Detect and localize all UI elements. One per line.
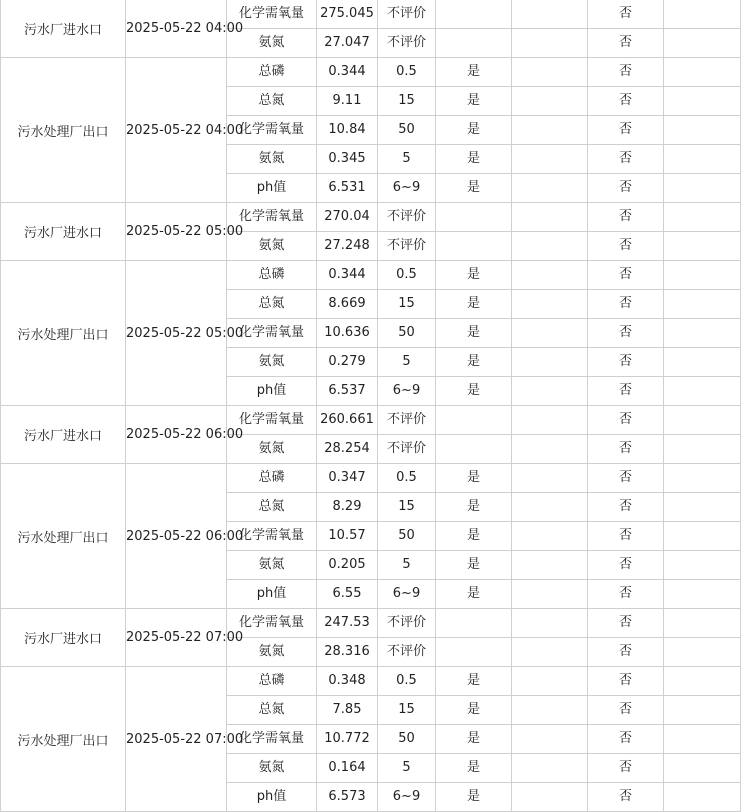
standard-limit-cell: 15 <box>378 493 436 522</box>
standard-limit-cell: 15 <box>378 696 436 725</box>
site-name-cell: 污水处理厂出口 <box>1 261 126 406</box>
empty-cell <box>512 493 588 522</box>
standard-limit-cell: 不评价 <box>378 638 436 667</box>
compliant-cell <box>436 435 512 464</box>
compliant-cell: 是 <box>436 377 512 406</box>
empty-cell <box>512 435 588 464</box>
empty-cell <box>664 493 741 522</box>
standard-limit-cell: 6~9 <box>378 377 436 406</box>
exceed-cell: 否 <box>588 435 664 464</box>
time-cell: 2025-05-22 04:00 <box>126 58 227 203</box>
measured-value-cell: 8.29 <box>317 493 378 522</box>
empty-cell <box>512 377 588 406</box>
empty-cell <box>664 464 741 493</box>
standard-limit-cell: 0.5 <box>378 58 436 87</box>
exceed-cell: 否 <box>588 522 664 551</box>
standard-limit-cell: 0.5 <box>378 667 436 696</box>
empty-cell <box>664 58 741 87</box>
empty-cell <box>512 203 588 232</box>
empty-cell <box>512 406 588 435</box>
standard-limit-cell: 6~9 <box>378 580 436 609</box>
empty-cell <box>664 551 741 580</box>
compliant-cell: 是 <box>436 725 512 754</box>
measured-value-cell: 260.661 <box>317 406 378 435</box>
time-cell: 2025-05-22 07:00 <box>126 667 227 812</box>
exceed-cell: 否 <box>588 87 664 116</box>
exceed-cell: 否 <box>588 145 664 174</box>
empty-cell <box>664 580 741 609</box>
measured-value-cell: 0.164 <box>317 754 378 783</box>
exceed-cell: 否 <box>588 116 664 145</box>
compliant-cell: 是 <box>436 174 512 203</box>
empty-cell <box>664 667 741 696</box>
compliant-cell: 是 <box>436 290 512 319</box>
pollutant-name-cell: 总氮 <box>227 493 317 522</box>
measured-value-cell: 0.279 <box>317 348 378 377</box>
empty-cell <box>512 348 588 377</box>
site-name-cell: 污水处理厂出口 <box>1 667 126 812</box>
empty-cell <box>512 464 588 493</box>
exceed-cell: 否 <box>588 174 664 203</box>
measured-value-cell: 27.047 <box>317 29 378 58</box>
standard-limit-cell: 不评价 <box>378 29 436 58</box>
measured-value-cell: 28.254 <box>317 435 378 464</box>
pollutant-name-cell: 总磷 <box>227 58 317 87</box>
site-name-cell: 污水厂进水口 <box>1 0 126 58</box>
compliant-cell: 是 <box>436 464 512 493</box>
measured-value-cell: 6.55 <box>317 580 378 609</box>
empty-cell <box>664 232 741 261</box>
site-name-cell: 污水厂进水口 <box>1 406 126 464</box>
empty-cell <box>664 29 741 58</box>
exceed-cell: 否 <box>588 232 664 261</box>
empty-cell <box>664 435 741 464</box>
exceed-cell: 否 <box>588 406 664 435</box>
empty-cell <box>512 783 588 812</box>
compliant-cell: 是 <box>436 696 512 725</box>
compliant-cell <box>436 232 512 261</box>
empty-cell <box>512 754 588 783</box>
empty-cell <box>664 377 741 406</box>
empty-cell <box>664 522 741 551</box>
time-cell: 2025-05-22 06:00 <box>126 406 227 464</box>
standard-limit-cell: 不评价 <box>378 609 436 638</box>
table-row <box>1 203 741 232</box>
empty-cell <box>664 0 741 29</box>
pollutant-name-cell: 化学需氧量 <box>227 203 317 232</box>
site-name-cell: 污水处理厂出口 <box>1 464 126 609</box>
pollutant-name-cell: 氨氮 <box>227 29 317 58</box>
empty-cell <box>512 290 588 319</box>
measured-value-cell: 28.316 <box>317 638 378 667</box>
empty-cell <box>664 203 741 232</box>
pollutant-name-cell: ph值 <box>227 377 317 406</box>
empty-cell <box>512 0 588 29</box>
compliant-cell: 是 <box>436 145 512 174</box>
empty-cell <box>664 174 741 203</box>
measured-value-cell: 0.348 <box>317 667 378 696</box>
standard-limit-cell: 不评价 <box>378 203 436 232</box>
time-cell: 2025-05-22 06:00 <box>126 464 227 609</box>
empty-cell <box>512 609 588 638</box>
empty-cell <box>664 261 741 290</box>
site-name-cell: 污水处理厂出口 <box>1 58 126 203</box>
empty-cell <box>664 319 741 348</box>
measured-value-cell: 6.573 <box>317 783 378 812</box>
empty-cell <box>664 290 741 319</box>
exceed-cell: 否 <box>588 667 664 696</box>
measured-value-cell: 0.344 <box>317 261 378 290</box>
compliant-cell: 是 <box>436 116 512 145</box>
empty-cell <box>512 638 588 667</box>
compliant-cell: 是 <box>436 580 512 609</box>
measured-value-cell: 0.347 <box>317 464 378 493</box>
empty-cell <box>664 348 741 377</box>
pollutant-name-cell: 总磷 <box>227 261 317 290</box>
time-cell: 2025-05-22 05:00 <box>126 203 227 261</box>
measured-value-cell: 7.85 <box>317 696 378 725</box>
measured-value-cell: 0.205 <box>317 551 378 580</box>
pollutant-name-cell: 化学需氧量 <box>227 319 317 348</box>
pollutant-name-cell: 氨氮 <box>227 638 317 667</box>
exceed-cell: 否 <box>588 377 664 406</box>
standard-limit-cell: 不评价 <box>378 232 436 261</box>
empty-cell <box>512 580 588 609</box>
measured-value-cell: 275.045 <box>317 0 378 29</box>
compliant-cell: 是 <box>436 261 512 290</box>
empty-cell <box>664 145 741 174</box>
compliant-cell: 是 <box>436 319 512 348</box>
measured-value-cell: 0.344 <box>317 58 378 87</box>
standard-limit-cell: 15 <box>378 290 436 319</box>
compliant-cell: 是 <box>436 58 512 87</box>
exceed-cell: 否 <box>588 580 664 609</box>
exceed-cell: 否 <box>588 58 664 87</box>
empty-cell <box>512 551 588 580</box>
empty-cell <box>664 87 741 116</box>
standard-limit-cell: 5 <box>378 348 436 377</box>
measured-value-cell: 247.53 <box>317 609 378 638</box>
empty-cell <box>664 725 741 754</box>
exceed-cell: 否 <box>588 493 664 522</box>
pollutant-name-cell: 总氮 <box>227 696 317 725</box>
exceed-cell: 否 <box>588 464 664 493</box>
measured-value-cell: 10.636 <box>317 319 378 348</box>
standard-limit-cell: 5 <box>378 145 436 174</box>
empty-cell <box>664 406 741 435</box>
exceed-cell: 否 <box>588 29 664 58</box>
standard-limit-cell: 50 <box>378 725 436 754</box>
table-row <box>1 58 741 87</box>
exceed-cell: 否 <box>588 754 664 783</box>
table-row <box>1 0 741 29</box>
exceed-cell: 否 <box>588 290 664 319</box>
standard-limit-cell: 不评价 <box>378 406 436 435</box>
table-row <box>1 406 741 435</box>
empty-cell <box>664 783 741 812</box>
empty-cell <box>512 87 588 116</box>
exceed-cell: 否 <box>588 783 664 812</box>
standard-limit-cell: 5 <box>378 551 436 580</box>
compliant-cell <box>436 609 512 638</box>
pollutant-name-cell: 化学需氧量 <box>227 609 317 638</box>
empty-cell <box>512 696 588 725</box>
empty-cell <box>512 145 588 174</box>
standard-limit-cell: 0.5 <box>378 464 436 493</box>
pollutant-name-cell: 化学需氧量 <box>227 406 317 435</box>
pollutant-name-cell: 化学需氧量 <box>227 0 317 29</box>
time-cell: 2025-05-22 07:00 <box>126 609 227 667</box>
pollutant-name-cell: 氨氮 <box>227 551 317 580</box>
table-body <box>1 0 741 812</box>
measured-value-cell: 8.669 <box>317 290 378 319</box>
time-cell: 2025-05-22 04:00 <box>126 0 227 58</box>
pollutant-name-cell: 总氮 <box>227 290 317 319</box>
exceed-cell: 否 <box>588 638 664 667</box>
pollutant-name-cell: 氨氮 <box>227 232 317 261</box>
compliant-cell <box>436 29 512 58</box>
time-cell: 2025-05-22 05:00 <box>126 261 227 406</box>
exceed-cell: 否 <box>588 696 664 725</box>
measured-value-cell: 9.11 <box>317 87 378 116</box>
empty-cell <box>512 667 588 696</box>
empty-cell <box>512 522 588 551</box>
empty-cell <box>664 754 741 783</box>
site-name-cell: 污水厂进水口 <box>1 609 126 667</box>
standard-limit-cell: 不评价 <box>378 0 436 29</box>
empty-cell <box>664 638 741 667</box>
measured-value-cell: 10.57 <box>317 522 378 551</box>
standard-limit-cell: 50 <box>378 319 436 348</box>
pollutant-name-cell: 总磷 <box>227 667 317 696</box>
empty-cell <box>664 116 741 145</box>
pollutant-name-cell: 总氮 <box>227 87 317 116</box>
exceed-cell: 否 <box>588 725 664 754</box>
table-row <box>1 464 741 493</box>
empty-cell <box>512 174 588 203</box>
compliant-cell <box>436 0 512 29</box>
empty-cell <box>512 58 588 87</box>
compliant-cell <box>436 638 512 667</box>
standard-limit-cell: 不评价 <box>378 435 436 464</box>
compliant-cell: 是 <box>436 667 512 696</box>
table-row <box>1 667 741 696</box>
exceed-cell: 否 <box>588 609 664 638</box>
standard-limit-cell: 50 <box>378 116 436 145</box>
pollutant-name-cell: 总磷 <box>227 464 317 493</box>
empty-cell <box>664 696 741 725</box>
empty-cell <box>512 232 588 261</box>
compliant-cell: 是 <box>436 87 512 116</box>
pollutant-name-cell: ph值 <box>227 174 317 203</box>
measured-value-cell: 0.345 <box>317 145 378 174</box>
measured-value-cell: 6.531 <box>317 174 378 203</box>
standard-limit-cell: 50 <box>378 522 436 551</box>
site-name-cell: 污水厂进水口 <box>1 203 126 261</box>
compliant-cell: 是 <box>436 783 512 812</box>
exceed-cell: 否 <box>588 203 664 232</box>
pollutant-name-cell: 化学需氧量 <box>227 116 317 145</box>
empty-cell <box>512 116 588 145</box>
compliant-cell: 是 <box>436 551 512 580</box>
empty-cell <box>512 261 588 290</box>
exceed-cell: 否 <box>588 0 664 29</box>
standard-limit-cell: 6~9 <box>378 783 436 812</box>
exceed-cell: 否 <box>588 319 664 348</box>
exceed-cell: 否 <box>588 261 664 290</box>
pollutant-name-cell: 氨氮 <box>227 145 317 174</box>
empty-cell <box>512 319 588 348</box>
empty-cell <box>512 29 588 58</box>
pollutant-name-cell: 化学需氧量 <box>227 725 317 754</box>
table-row <box>1 261 741 290</box>
compliant-cell: 是 <box>436 754 512 783</box>
compliant-cell <box>436 203 512 232</box>
exceed-cell: 否 <box>588 551 664 580</box>
compliant-cell: 是 <box>436 493 512 522</box>
standard-limit-cell: 15 <box>378 87 436 116</box>
pollutant-name-cell: 化学需氧量 <box>227 522 317 551</box>
pollutant-name-cell: 氨氮 <box>227 348 317 377</box>
measured-value-cell: 10.84 <box>317 116 378 145</box>
compliant-cell <box>436 406 512 435</box>
exceed-cell: 否 <box>588 348 664 377</box>
measured-value-cell: 27.248 <box>317 232 378 261</box>
pollutant-name-cell: ph值 <box>227 783 317 812</box>
pollutant-name-cell: 氨氮 <box>227 435 317 464</box>
measured-value-cell: 10.772 <box>317 725 378 754</box>
measured-value-cell: 270.04 <box>317 203 378 232</box>
empty-cell <box>512 725 588 754</box>
pollutant-name-cell: ph值 <box>227 580 317 609</box>
measured-value-cell: 6.537 <box>317 377 378 406</box>
empty-cell <box>664 609 741 638</box>
pollutant-name-cell: 氨氮 <box>227 754 317 783</box>
compliant-cell: 是 <box>436 348 512 377</box>
standard-limit-cell: 0.5 <box>378 261 436 290</box>
standard-limit-cell: 6~9 <box>378 174 436 203</box>
compliant-cell: 是 <box>436 522 512 551</box>
standard-limit-cell: 5 <box>378 754 436 783</box>
table-row <box>1 609 741 638</box>
